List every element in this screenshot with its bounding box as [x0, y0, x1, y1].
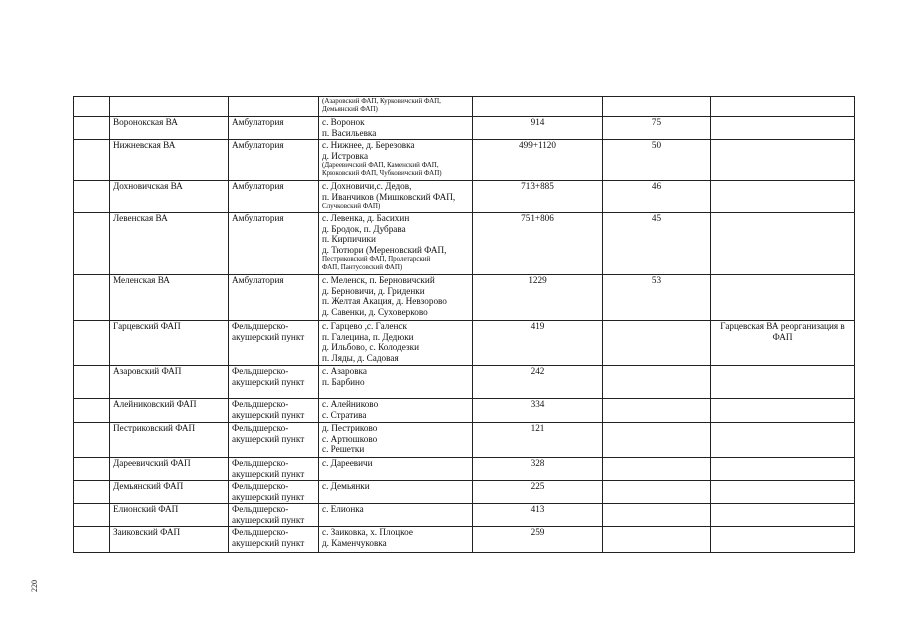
table-row: [74, 140, 855, 181]
table-row: [74, 399, 855, 423]
settlement-line: д. Савенки, д. Суховерково: [322, 306, 428, 317]
index-cell: [74, 321, 110, 366]
settlement-line: Случковский ФАП): [322, 202, 381, 211]
settlements-cell: [319, 213, 473, 275]
settlement-line: с. Воронок: [322, 117, 365, 127]
index-cell: [74, 504, 110, 527]
settlement-line: д. Каменчуковка: [322, 537, 387, 548]
facility-name-cell: Дохновичская ВА: [110, 181, 229, 213]
settlement-line: Демьянский ФАП): [322, 105, 378, 113]
staff-cell: [603, 504, 711, 527]
settlement-line: ФАП, Пантусовский ФАП): [322, 263, 403, 272]
settlements-cell: [319, 366, 473, 399]
facility-type-cell: Фельдшерско-акушерский пункт: [229, 527, 319, 553]
table-row: [74, 117, 855, 140]
settlement-line: с. Дареевичи: [322, 458, 373, 468]
index-cell: [74, 423, 110, 458]
settlements-cell: [319, 117, 473, 140]
settlements-cell: [319, 181, 473, 213]
facility-type-cell: Фельдшерско-акушерский пункт: [229, 321, 319, 366]
facility-name-cell: Заиковский ФАП: [110, 527, 229, 553]
note-cell: [711, 213, 855, 275]
settlement-line: с. Нижнее, д. Березовка: [322, 140, 415, 150]
staff-cell: [603, 481, 711, 504]
index-cell: [74, 481, 110, 504]
staff-cell: [603, 97, 711, 117]
settlements-cell: [319, 423, 473, 458]
note-cell: [711, 97, 855, 117]
facility-name-cell: Азаровский ФАП: [110, 366, 229, 399]
population-cell: [473, 97, 603, 117]
settlement-line: п. Васильевка: [322, 127, 377, 138]
population-cell: 413: [473, 504, 603, 527]
facility-type-cell: Фельдшерско-акушерский пункт: [229, 366, 319, 399]
population-cell: 1229: [473, 275, 603, 321]
population-cell: 499+1120: [473, 140, 603, 181]
note-cell: [711, 399, 855, 423]
facility-name-cell: Пестриковский ФАП: [110, 423, 229, 458]
facility-type-cell: Фельдшерско-акушерский пункт: [229, 423, 319, 458]
settlement-line: с. Алейниково: [322, 399, 379, 409]
facility-name-cell: Дареевичский ФАП: [110, 458, 229, 481]
settlement-line: д. Пестриково: [322, 423, 378, 433]
staff-cell: [603, 366, 711, 399]
settlement-line: с. Стратива: [322, 409, 367, 420]
population-cell: 225: [473, 481, 603, 504]
table-row: [74, 504, 855, 527]
facility-type-cell: Амбулатория: [229, 275, 319, 321]
facility-name-cell: Демьянский ФАП: [110, 481, 229, 504]
table-row: [74, 97, 855, 117]
settlement-line: с. Азаровка: [322, 366, 367, 376]
table-row: [74, 423, 855, 458]
settlement-line: с. Меленск, п. Берновичский: [322, 275, 435, 285]
settlement-line: с. Левенка, д. Басихин: [322, 213, 410, 223]
population-cell: 328: [473, 458, 603, 481]
settlement-line: д. Берновичи, д. Гриденки: [322, 285, 425, 296]
population-cell: 334: [473, 399, 603, 423]
index-cell: [74, 458, 110, 481]
population-cell: 121: [473, 423, 603, 458]
note-cell: [711, 275, 855, 321]
settlement-line: д. Истровка: [322, 150, 369, 161]
facilities-table: [73, 96, 855, 553]
settlements-cell: [319, 458, 473, 481]
index-cell: [74, 97, 110, 117]
staff-cell: 46: [603, 181, 711, 213]
facility-type-cell: Амбулатория: [229, 181, 319, 213]
note-cell: [711, 458, 855, 481]
note-cell: Гарцевская ВА реорганизация в ФАП: [711, 321, 855, 366]
facility-type-cell: Амбулатория: [229, 213, 319, 275]
staff-cell: [603, 458, 711, 481]
settlements-cell: [319, 275, 473, 321]
staff-cell: [603, 423, 711, 458]
index-cell: [74, 117, 110, 140]
facility-name-cell: Меленская ВА: [110, 275, 229, 321]
settlements-cell: [319, 140, 473, 181]
facility-type-cell: Фельдшерско-акушерский пункт: [229, 504, 319, 527]
settlement-line: с. Решетки: [322, 444, 365, 455]
settlements-cell: [319, 504, 473, 527]
index-cell: [74, 527, 110, 553]
settlements-cell: [319, 527, 473, 553]
facility-type-cell: Фельдшерско-акушерский пункт: [229, 458, 319, 481]
facility-name-cell: Левенская ВА: [110, 213, 229, 275]
settlement-line: п. Кирпичики: [322, 234, 376, 245]
facility-name-cell: Алейниковский ФАП: [110, 399, 229, 423]
page-number: 220: [30, 580, 39, 592]
staff-cell: [603, 321, 711, 366]
settlement-line: с. Дохновичи,с. Дедов,: [322, 181, 412, 191]
facility-type-cell: Фельдшерско-акушерский пункт: [229, 481, 319, 504]
facility-type-cell: Фельдшерско-акушерский пункт: [229, 399, 319, 423]
population-cell: 419: [473, 321, 603, 366]
index-cell: [74, 275, 110, 321]
staff-cell: 53: [603, 275, 711, 321]
settlement-line: (Азаровский ФАП, Курковичский ФАП,: [322, 97, 441, 105]
note-cell: [711, 423, 855, 458]
staff-cell: 75: [603, 117, 711, 140]
settlement-line: с. Гарцево ,с. Галенск: [322, 321, 407, 331]
settlement-line: д. Тютюри (Мереновский ФАП,: [322, 244, 447, 255]
index-cell: [74, 366, 110, 399]
index-cell: [74, 399, 110, 423]
note-cell: [711, 481, 855, 504]
population-cell: 751+806: [473, 213, 603, 275]
note-cell: [711, 366, 855, 399]
settlement-line: д. Ильбово, с. Колодезки: [322, 342, 420, 353]
facility-name-cell: [110, 97, 229, 117]
settlement-line: (Дареевичский ФАП, Каменский ФАП,: [322, 161, 439, 170]
population-cell: 713+885: [473, 181, 603, 213]
settlement-line: п. Барбино: [322, 376, 365, 387]
table-row: [74, 275, 855, 321]
settlements-cell: [319, 97, 473, 117]
note-cell: [711, 504, 855, 527]
note-cell: [711, 117, 855, 140]
table-row: [74, 321, 855, 366]
facility-type-cell: [229, 97, 319, 117]
index-cell: [74, 181, 110, 213]
index-cell: [74, 140, 110, 181]
note-cell: [711, 181, 855, 213]
note-cell: [711, 140, 855, 181]
staff-cell: 45: [603, 213, 711, 275]
table-row: [74, 366, 855, 399]
table-row: [74, 213, 855, 275]
staff-cell: 50: [603, 140, 711, 181]
settlements-cell: [319, 399, 473, 423]
settlement-line: с. Артюшково: [322, 433, 378, 444]
facility-name-cell: Гарцевский ФАП: [110, 321, 229, 366]
staff-cell: [603, 527, 711, 553]
settlement-line: Крюковский ФАП, Чубковичский ФАП): [322, 169, 442, 178]
table-row: [74, 458, 855, 481]
settlement-line: с. Елионка: [322, 504, 364, 514]
table-row: [74, 481, 855, 504]
settlement-line: п. Ляды, д. Садовая: [322, 352, 399, 363]
staff-cell: [603, 399, 711, 423]
population-cell: 259: [473, 527, 603, 553]
settlement-line: с. Заиковка, х. Плоцкое: [322, 527, 413, 537]
facilities-table-body: [74, 97, 855, 553]
settlements-cell: [319, 321, 473, 366]
population-cell: 914: [473, 117, 603, 140]
table-row: [74, 527, 855, 553]
settlement-line: д. Бродок, п. Дубрава: [322, 223, 406, 234]
settlement-line: п. Галецина, п. Дедюки: [322, 331, 414, 342]
settlement-line: Пестриковский ФАП, Пролетарский: [322, 255, 431, 264]
settlements-cell: [319, 481, 473, 504]
note-cell: [711, 527, 855, 553]
facility-name-cell: Воронокская ВА: [110, 117, 229, 140]
index-cell: [74, 213, 110, 275]
table-row: [74, 181, 855, 213]
settlement-line: п. Иванчиков (Мишковский ФАП,: [322, 191, 456, 202]
facility-type-cell: Амбулатория: [229, 140, 319, 181]
settlement-line: с. Демьянки: [322, 481, 370, 491]
facility-name-cell: Нижневская ВА: [110, 140, 229, 181]
facility-name-cell: Елионский ФАП: [110, 504, 229, 527]
settlement-line: п. Желтая Акация, д. Невзорово: [322, 296, 447, 307]
facility-type-cell: Амбулатория: [229, 117, 319, 140]
population-cell: 242: [473, 366, 603, 399]
